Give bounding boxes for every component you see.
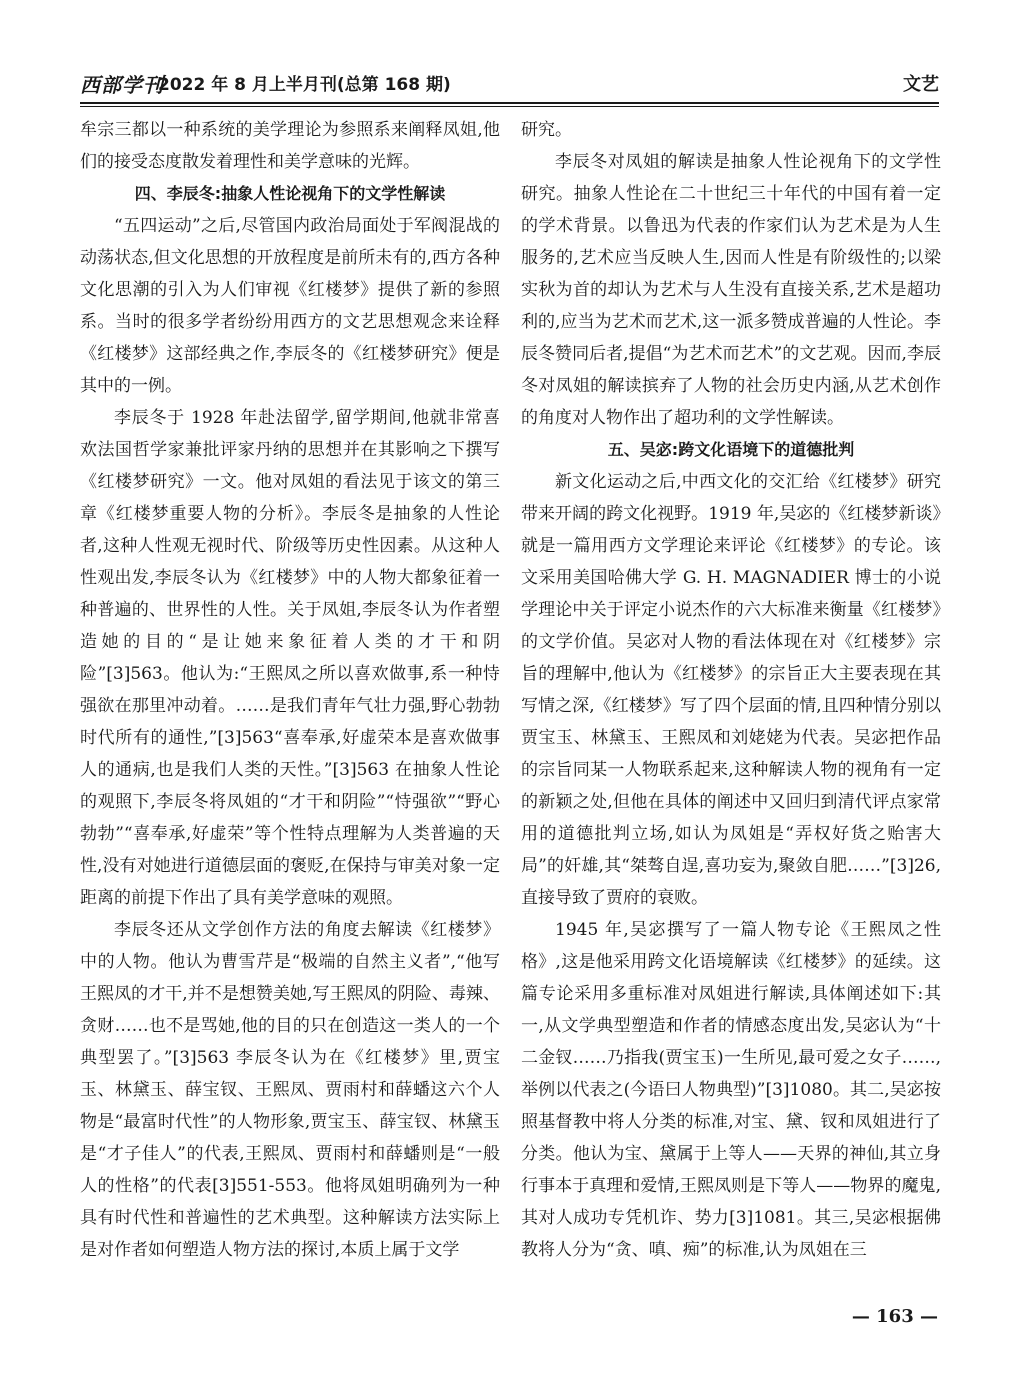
- header-rule-thick: [80, 102, 939, 104]
- section-name: 文艺: [903, 74, 939, 95]
- paragraph: “五四运动”之后,尽管国内政治局面处于军阀混战的动荡状态,但文化思想的开放程度是前所未有的,西方各种文化思潮的引入为人们审视《红楼梦》提供了新的参照系。当时的很多学者纷纷用西方的文艺思想观念来诠释《红楼梦》这部经典之作,李辰冬的《红楼梦研究》便是其中的一例。: [80, 216, 500, 396]
- issue-info: 2022 年 8 月上半月刊(总第 168 期): [158, 75, 451, 95]
- header-rule-thin: [80, 106, 939, 107]
- paragraph: 牟宗三都以一种系统的美学理论为参照系来阐释凤姐,他们的接受态度散发着理性和美学意味的光辉。: [80, 120, 500, 172]
- paragraph: 李辰冬对凤姐的解读是抽象人性论视角下的文学性研究。抽象人性论在二十世纪三十年代的中国有着一定的学术背景。以鲁迅为代表的作家们认为艺术是为人生服务的,艺术应当反映人生,因而人性是有阶级性的;以梁实秋为首的却认为艺术与人生没有直接关系,艺术是超功利的,应当为艺术而艺术,这一派多赞成普遍的人性论。李辰冬赞同后者,提倡“为艺术而艺术”的文艺观。因而,李辰冬对凤姐的解读摈弃了人物的社会历史内涵,从艺术创作的角度对人物作出了超功利的文学性解读。: [521, 152, 941, 428]
- page-number: — 163 —: [851, 1306, 938, 1327]
- left-column: [80, 114, 500, 1266]
- right-column: [521, 114, 941, 1266]
- section-heading: 四、李辰冬:抽象人性论视角下的文学性解读: [134, 184, 446, 203]
- running-header: [80, 72, 939, 98]
- paragraph: 1945 年,吴宓撰写了一篇人物专论《王熙凤之性格》,这是他采用跨文化语境解读《红楼梦》的延续。这篇专论采用多重标准对凤姐进行解读,具体阐述如下:其一,从文学典型塑造和作者的情感态度出发,吴宓认为“十二金钗……乃指我(贾宝玉)一生所见,最可爱之女子……,举例以代表之(今语曰人物典型)”[3]1080。其二,吴宓按照基督教中将人分类的标准,对宝、黛、钗和凤姐进行了分类。他认为宝、黛属于上等人——天界的神仙,其立身行事本于真理和爱情,王熙凤则是下等人——物界的魔鬼,其对人成功专凭机诈、势力[3]1081。其三,吴宓根据佛教将人分为“贪、嗔、痴”的标准,认为凤姐在三: [521, 920, 941, 1260]
- paragraph: 研究。: [521, 120, 572, 140]
- section-heading: 五、吴宓:跨文化语境下的道德批判: [607, 440, 855, 459]
- paragraph: 李辰冬于 1928 年赴法留学,留学期间,他就非常喜欢法国哲学家兼批评家丹纳的思想并在其影响之下撰写《红楼梦研究》一文。他对凤姐的看法见于该文的第三章《红楼梦重要人物的分析》。李辰冬是抽象的人性论者,这种人性观无视时代、阶级等历史性因素。从这种人性观出发,李辰冬认为《红楼梦》中的人物大都象征着一种普遍的、世界性的人性。关于凤姐,李辰冬认为作者塑造她的目的“是让她来象征着人类的才干和阴险”[3]563。他认为:“王熙凤之所以喜欢做事,系一种恃强欲在那里冲动着。……是我们青年气壮力强,野心勃勃时代所有的通性,”[3]563“喜奉承,好虚荣本是喜欢做事人的通病,也是我们人类的天性。”[3]563 在抽象人性论的观照下,李辰冬将凤姐的“才干和阴险”“恃强欲”“野心勃勃”“喜奉承,好虚荣”等个性特点理解为人类普遍的天性,没有对她进行道德层面的褒贬,在保持与审美对象一定距离的前提下作出了具有美学意味的观照。: [80, 408, 500, 908]
- journal-logo: 西部学刊: [80, 73, 164, 97]
- paragraph: 李辰冬还从文学创作方法的角度去解读《红楼梦》中的人物。他认为曹雪芹是“极端的自然主义者”,“他写王熙凤的才干,并不是想赞美她,写王熙凤的阴险、毒辣、贪财……也不是骂她,他的目的只在创造这一类人的一个典型罢了。”[3]563 李辰冬认为在《红楼梦》里,贾宝玉、林黛玉、薛宝钗、王熙凤、贾雨村和薛蟠这六个人物是“最富时代性”的人物形象,贾宝玉、薛宝钗、林黛玉是“才子佳人”的代表,王熙凤、贾雨村和薛蟠则是“一般人的性格”的代表[3]551-553。他将凤姐明确列为一种具有时代性和普遍性的艺术典型。这种解读方法实际上是对作者如何塑造人物方法的探讨,本质上属于文学: [80, 920, 500, 1260]
- paragraph: 新文化运动之后,中西文化的交汇给《红楼梦》研究带来开阔的跨文化视野。1919 年,吴宓的《红楼梦新谈》就是一篇用西方文学理论来评论《红楼梦》的专论。该文采用美国哈佛大学 G. H. MAGNADIER 博士的小说学理论中关于评定小说杰作的六大标准来衡量《红楼梦》的文学价值。吴宓对人物的看法体现在对《红楼梦》宗旨的理解中,他认为《红楼梦》的宗旨正大主要表现在其写情之深,《红楼梦》写了四个层面的情,且四种情分别以贾宝玉、林黛玉、王熙凤和刘姥姥为代表。吴宓把作品的宗旨同某一人物联系起来,这种解读人物的视角有一定的新颖之处,但他在具体的阐述中又回归到清代评点家常用的道德批判立场,如认为凤姐是“弄权好货之贻害大局”的奸雄,其“桀骜自逞,喜功妄为,聚敛自肥……”[3]26,直接导致了贾府的衰败。: [521, 472, 941, 908]
